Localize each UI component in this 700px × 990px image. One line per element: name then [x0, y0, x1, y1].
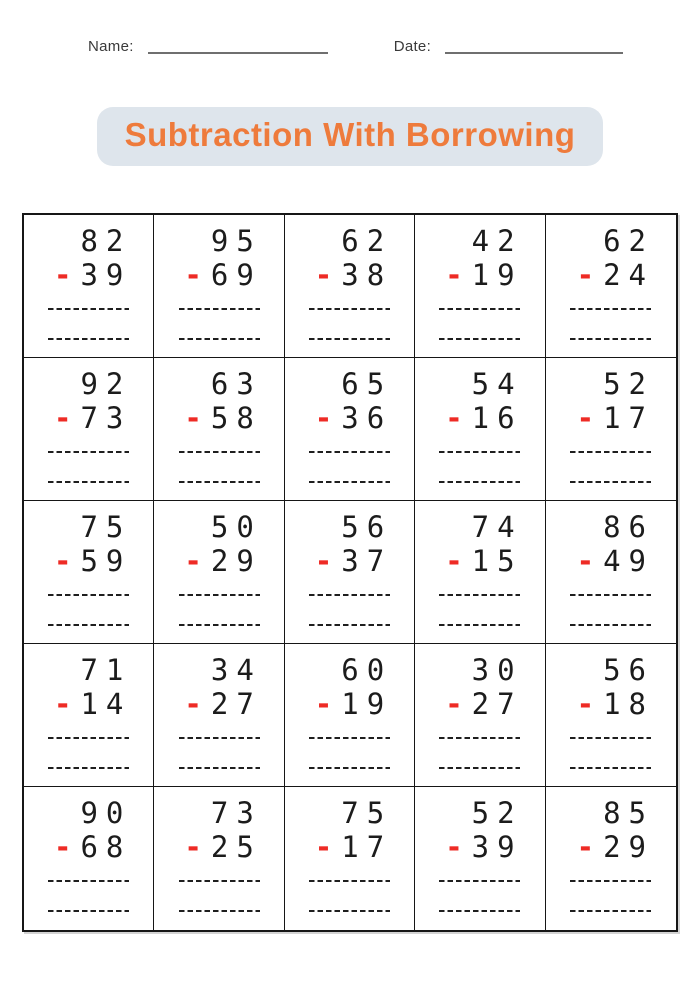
answer-line-2[interactable]: [48, 338, 129, 340]
minuend-row: [24, 796, 153, 830]
subtrahend-row: [285, 258, 414, 292]
subtrahend-row: [415, 401, 544, 435]
problem-cell: [154, 787, 284, 930]
subtrahend: 16: [471, 401, 523, 435]
minuend: 65: [341, 367, 393, 401]
answer-line-2[interactable]: [309, 624, 390, 626]
answer-line-2[interactable]: [179, 767, 260, 769]
answer-line-2[interactable]: [309, 481, 390, 483]
minus-sign: -: [445, 687, 463, 721]
problem-cell: [285, 501, 415, 644]
minus-sign: -: [576, 401, 595, 435]
minuend: 62: [341, 224, 393, 258]
minuend-row: [154, 367, 283, 401]
subtrahend: 27: [471, 687, 523, 721]
minuend-row: [24, 367, 153, 401]
minus-sign: -: [576, 687, 595, 721]
subtrahend-row: [415, 687, 544, 721]
problem-cell: [24, 501, 154, 644]
answer-line-1[interactable]: [179, 451, 260, 453]
problem-cell: [285, 215, 415, 358]
minuend-row: [24, 224, 153, 258]
answer-line-2[interactable]: [48, 910, 129, 912]
problem-cell: [415, 787, 545, 930]
minuend: 75: [80, 510, 132, 544]
header-row: [0, 0, 700, 55]
minuend: 82: [80, 224, 132, 258]
minus-sign: -: [184, 401, 202, 435]
subtrahend: 27: [210, 687, 262, 721]
subtrahend-row: [285, 687, 414, 721]
minuend-row: [285, 653, 414, 687]
subtrahend: 69: [210, 258, 262, 292]
name-field: [88, 38, 328, 55]
answer-line-1[interactable]: [179, 594, 260, 596]
minuend: 71: [80, 653, 132, 687]
answer-line-1[interactable]: [439, 737, 520, 739]
minuend-row: [285, 796, 414, 830]
minus-sign: -: [54, 258, 72, 292]
answer-line-1[interactable]: [179, 737, 260, 739]
subtrahend-row: [154, 687, 283, 721]
minus-sign: -: [54, 401, 72, 435]
minuend-row: [546, 367, 676, 401]
minuend-row: [546, 653, 676, 687]
subtrahend: 39: [80, 258, 132, 292]
minuend: 34: [210, 653, 262, 687]
minuend-row: [154, 796, 283, 830]
answer-line-2[interactable]: [179, 910, 260, 912]
answer-line-2[interactable]: [570, 767, 651, 769]
answer-line-1[interactable]: [570, 308, 651, 310]
answer-line-1[interactable]: [48, 451, 129, 453]
subtrahend-row: [546, 544, 676, 578]
problem-cell: [546, 358, 676, 501]
answer-line-2[interactable]: [309, 910, 390, 912]
minus-sign: -: [54, 544, 72, 578]
subtrahend-row: [24, 544, 153, 578]
problem-cell: [546, 501, 676, 644]
problem-cell: [24, 787, 154, 930]
subtrahend: 68: [80, 830, 132, 864]
subtrahend: 29: [603, 830, 654, 864]
answer-line-2[interactable]: [48, 624, 129, 626]
subtrahend-row: [546, 258, 676, 292]
minuend-row: [415, 224, 544, 258]
problem-cell: [285, 358, 415, 501]
minus-sign: -: [445, 544, 463, 578]
problem-cell: [285, 644, 415, 787]
subtrahend: 19: [471, 258, 523, 292]
minuend: 50: [210, 510, 262, 544]
subtrahend-row: [24, 401, 153, 435]
minuend: 90: [80, 796, 132, 830]
minus-sign: -: [184, 687, 202, 721]
name-label: Name:: [88, 38, 134, 55]
answer-line-1[interactable]: [48, 737, 129, 739]
date-input-line[interactable]: [445, 52, 623, 54]
subtrahend-row: [415, 258, 544, 292]
subtrahend-row: [285, 830, 414, 864]
minuend-row: [285, 510, 414, 544]
answer-line-2[interactable]: [309, 338, 390, 340]
answer-line-1[interactable]: [570, 737, 651, 739]
answer-line-2[interactable]: [439, 767, 520, 769]
subtrahend: 73: [80, 401, 132, 435]
problem-cell: [24, 215, 154, 358]
subtrahend: 24: [603, 258, 654, 292]
subtrahend: 14: [80, 687, 132, 721]
minuend-row: [546, 796, 676, 830]
subtrahend: 58: [210, 401, 262, 435]
minus-sign: -: [576, 544, 595, 578]
minuend-row: [546, 510, 676, 544]
minuend: 86: [603, 510, 654, 544]
minuend: 54: [471, 367, 523, 401]
subtrahend-row: [24, 258, 153, 292]
worksheet-title: Subtraction With Borrowing: [124, 116, 576, 153]
minuend: 73: [210, 796, 262, 830]
subtrahend: 39: [471, 830, 523, 864]
answer-line-1[interactable]: [48, 308, 129, 310]
problem-cell: [285, 787, 415, 930]
minus-sign: -: [54, 687, 72, 721]
answer-line-2[interactable]: [570, 910, 651, 912]
minuend-row: [24, 653, 153, 687]
minuend-row: [415, 796, 544, 830]
minus-sign: -: [314, 258, 333, 292]
answer-line-1[interactable]: [179, 880, 260, 882]
minuend: 92: [80, 367, 132, 401]
minuend-row: [415, 510, 544, 544]
answer-line-1[interactable]: [439, 308, 520, 310]
subtrahend-row: [154, 830, 283, 864]
minus-sign: -: [314, 401, 333, 435]
problem-cell: [154, 501, 284, 644]
answer-line-1[interactable]: [439, 880, 520, 882]
answer-line-2[interactable]: [48, 767, 129, 769]
minus-sign: -: [445, 401, 463, 435]
answer-line-1[interactable]: [309, 880, 390, 882]
problem-cell: [154, 644, 284, 787]
problem-cell: [415, 358, 545, 501]
minuend: 63: [210, 367, 262, 401]
answer-line-2[interactable]: [439, 624, 520, 626]
subtrahend: 37: [341, 544, 393, 578]
answer-line-2[interactable]: [439, 338, 520, 340]
answer-line-2[interactable]: [570, 624, 651, 626]
subtrahend: 38: [341, 258, 393, 292]
problem-cell: [415, 501, 545, 644]
answer-line-1[interactable]: [48, 880, 129, 882]
subtrahend-row: [154, 544, 283, 578]
minus-sign: -: [445, 258, 463, 292]
minuend-row: [154, 653, 283, 687]
answer-line-1[interactable]: [309, 451, 390, 453]
problem-cell: [546, 215, 676, 358]
minus-sign: -: [576, 830, 595, 864]
minuend-row: [415, 367, 544, 401]
subtrahend: 59: [80, 544, 132, 578]
answer-line-1[interactable]: [570, 594, 651, 596]
subtrahend-row: [24, 687, 153, 721]
subtrahend: 19: [341, 687, 393, 721]
problem-cell: [415, 215, 545, 358]
minuend: 95: [210, 224, 262, 258]
minuend: 75: [341, 796, 393, 830]
minuend: 42: [471, 224, 523, 258]
subtrahend-row: [154, 401, 283, 435]
minus-sign: -: [314, 830, 333, 864]
minuend-row: [154, 224, 283, 258]
minuend: 56: [341, 510, 393, 544]
answer-line-1[interactable]: [570, 451, 651, 453]
minuend: 60: [341, 653, 393, 687]
subtrahend-row: [415, 544, 544, 578]
minus-sign: -: [184, 258, 202, 292]
minus-sign: -: [576, 258, 595, 292]
subtrahend: 25: [210, 830, 262, 864]
subtrahend: 15: [471, 544, 523, 578]
minus-sign: -: [54, 830, 72, 864]
answer-line-2[interactable]: [179, 624, 260, 626]
problem-cell: [24, 358, 154, 501]
minus-sign: -: [445, 830, 463, 864]
subtrahend-row: [154, 258, 283, 292]
minuend: 85: [603, 796, 654, 830]
subtrahend: 36: [341, 401, 393, 435]
answer-line-1[interactable]: [309, 308, 390, 310]
minuend: 62: [603, 224, 654, 258]
minus-sign: -: [314, 687, 333, 721]
problem-cell: [546, 787, 676, 930]
minuend: 30: [471, 653, 523, 687]
problems-grid: [22, 213, 678, 932]
date-label: Date:: [393, 38, 432, 55]
subtrahend-row: [546, 401, 676, 435]
subtrahend-row: [546, 830, 676, 864]
subtrahend-row: [285, 544, 414, 578]
answer-line-2[interactable]: [439, 481, 520, 483]
answer-line-1[interactable]: [439, 451, 520, 453]
subtrahend-row: [24, 830, 153, 864]
answer-line-1[interactable]: [570, 880, 651, 882]
subtrahend: 29: [210, 544, 262, 578]
subtrahend: 17: [341, 830, 393, 864]
answer-line-2[interactable]: [179, 338, 260, 340]
problem-cell: [24, 644, 154, 787]
minus-sign: -: [184, 830, 202, 864]
minuend-row: [24, 510, 153, 544]
problem-cell: [154, 358, 284, 501]
answer-line-1[interactable]: [309, 737, 390, 739]
minuend-row: [154, 510, 283, 544]
answer-line-2[interactable]: [179, 481, 260, 483]
answer-line-2[interactable]: [570, 338, 651, 340]
subtrahend-row: [415, 830, 544, 864]
minuend-row: [285, 367, 414, 401]
minuend: 52: [603, 367, 654, 401]
subtrahend-row: [546, 687, 676, 721]
minus-sign: -: [314, 544, 333, 578]
name-input-line[interactable]: [148, 52, 328, 54]
minuend: 56: [603, 653, 654, 687]
problem-cell: [415, 644, 545, 787]
answer-line-2[interactable]: [48, 481, 129, 483]
answer-line-2[interactable]: [570, 481, 651, 483]
minuend-row: [415, 653, 544, 687]
minus-sign: -: [184, 544, 202, 578]
minuend-row: [285, 224, 414, 258]
problem-cell: [546, 644, 676, 787]
answer-line-1[interactable]: [48, 594, 129, 596]
minuend: 52: [471, 796, 523, 830]
answer-line-1[interactable]: [439, 594, 520, 596]
subtrahend: 17: [603, 401, 654, 435]
subtrahend: 18: [603, 687, 654, 721]
answer-line-1[interactable]: [179, 308, 260, 310]
answer-line-2[interactable]: [309, 767, 390, 769]
date-field: [394, 38, 623, 55]
subtrahend: 49: [603, 544, 654, 578]
answer-line-2[interactable]: [439, 910, 520, 912]
minuend: 74: [471, 510, 523, 544]
answer-line-1[interactable]: [309, 594, 390, 596]
problem-cell: [154, 215, 284, 358]
worksheet-title-badge: [97, 107, 604, 166]
minuend-row: [546, 224, 676, 258]
subtrahend-row: [285, 401, 414, 435]
